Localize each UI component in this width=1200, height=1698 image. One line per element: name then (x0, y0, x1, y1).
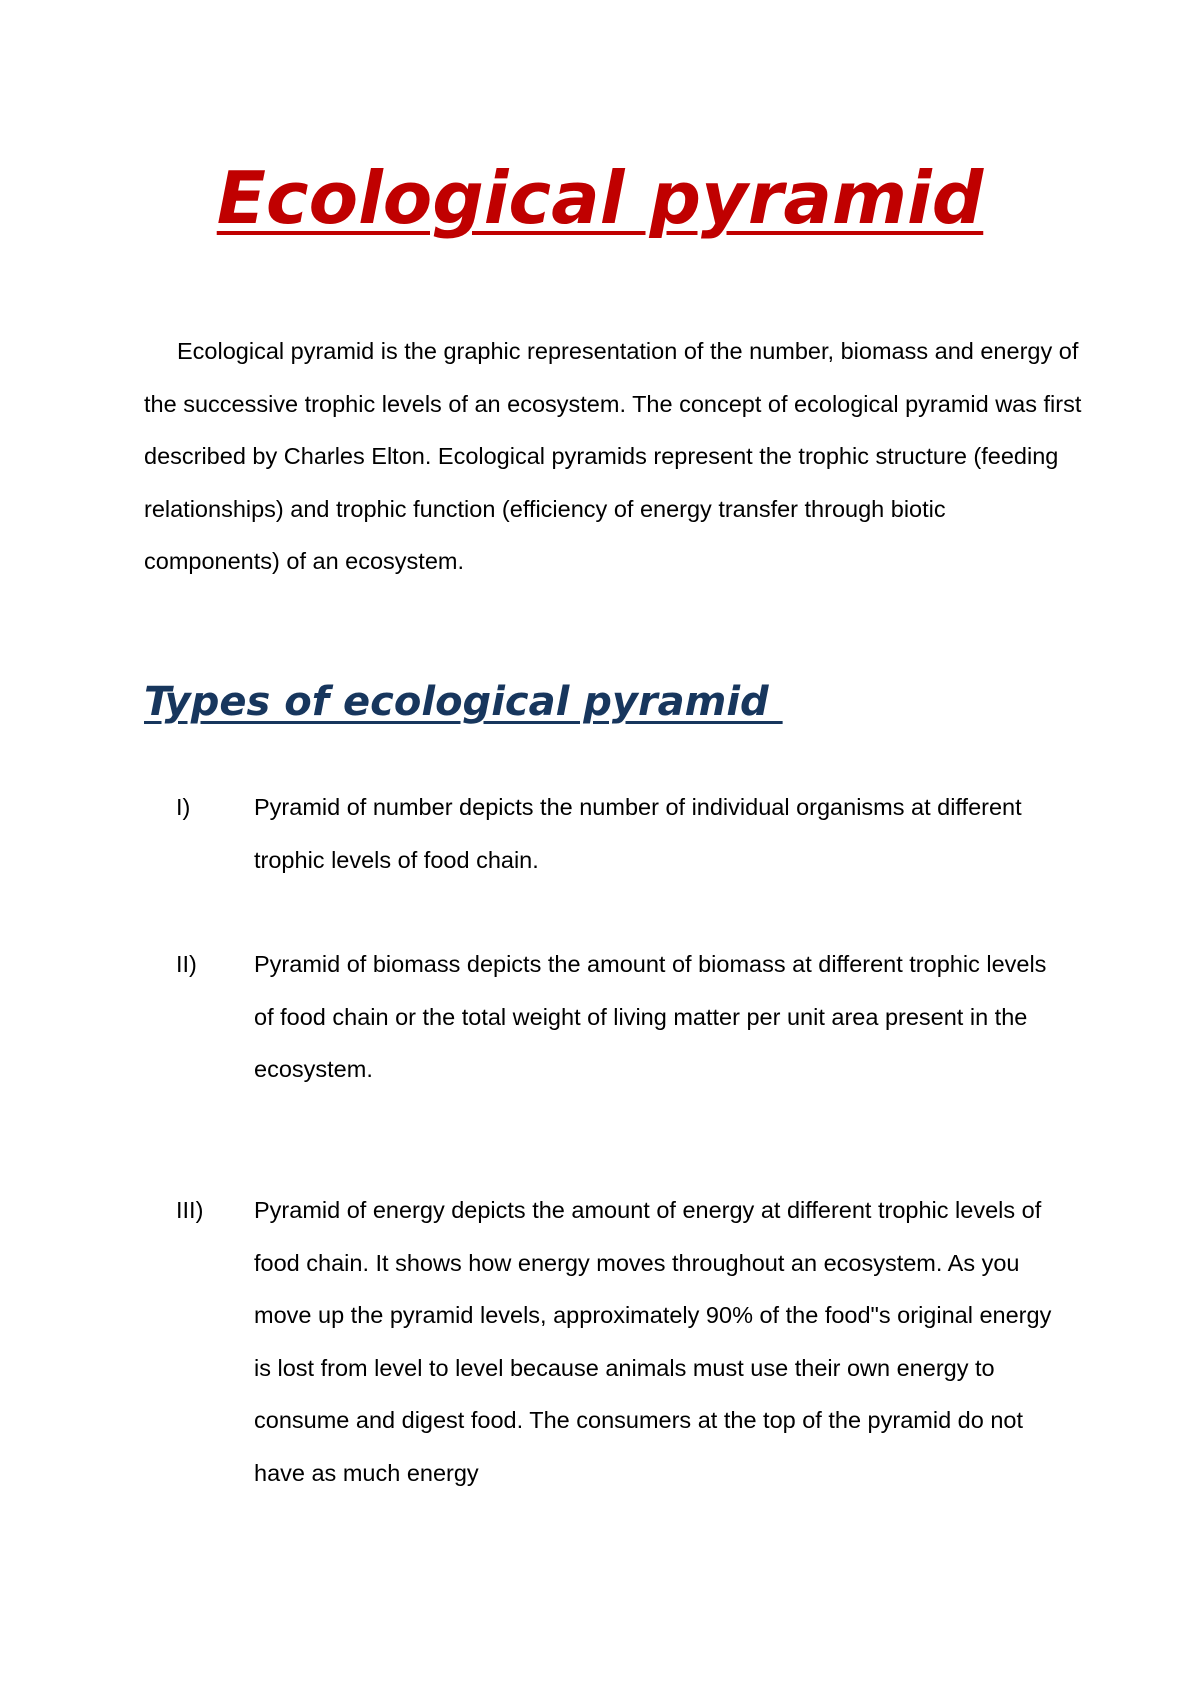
list-item-number: I) (176, 794, 191, 820)
list-item-1 (144, 781, 1084, 886)
list-item-text: Pyramid of biomass depicts the amount of biomass at different trophic levels of food chain or the total weight of living matter per unit area present in the ecosystem. (254, 951, 1047, 1082)
list-item-number: II) (176, 951, 197, 977)
intro-paragraph: Ecological pyramid is the graphic representation of the number, biomass and energy of the successive trophic levels of an ecosystem. The concept of ecological pyramid was first described by Charles Elton. Ecological pyramids represent the trophic structure (feeding relationships) and trophic function (efficiency of energy transfer through biotic components) of an ecosystem. (144, 338, 1082, 574)
section-heading: Types of ecological pyramid (144, 679, 783, 725)
list-item-3 (144, 1184, 1084, 1499)
list-item-2 (144, 938, 1084, 1096)
list-item-text: Pyramid of energy depicts the amount of energy at different trophic levels of food chain. It shows how energy moves throughout an ecosystem. As you move up the pyramid levels, approximately 90% of the food"s original energy is lost from level to level because animals must use their own energy to consume and digest food. The consumers at the top of the pyramid do not have as much energy (254, 1197, 1052, 1486)
list-item-text: Pyramid of number depicts the number of individual organisms at different trophic levels of food chain. (254, 794, 1022, 873)
document-title: Ecological pyramid (216, 156, 984, 240)
list-item-number: III) (176, 1197, 204, 1223)
